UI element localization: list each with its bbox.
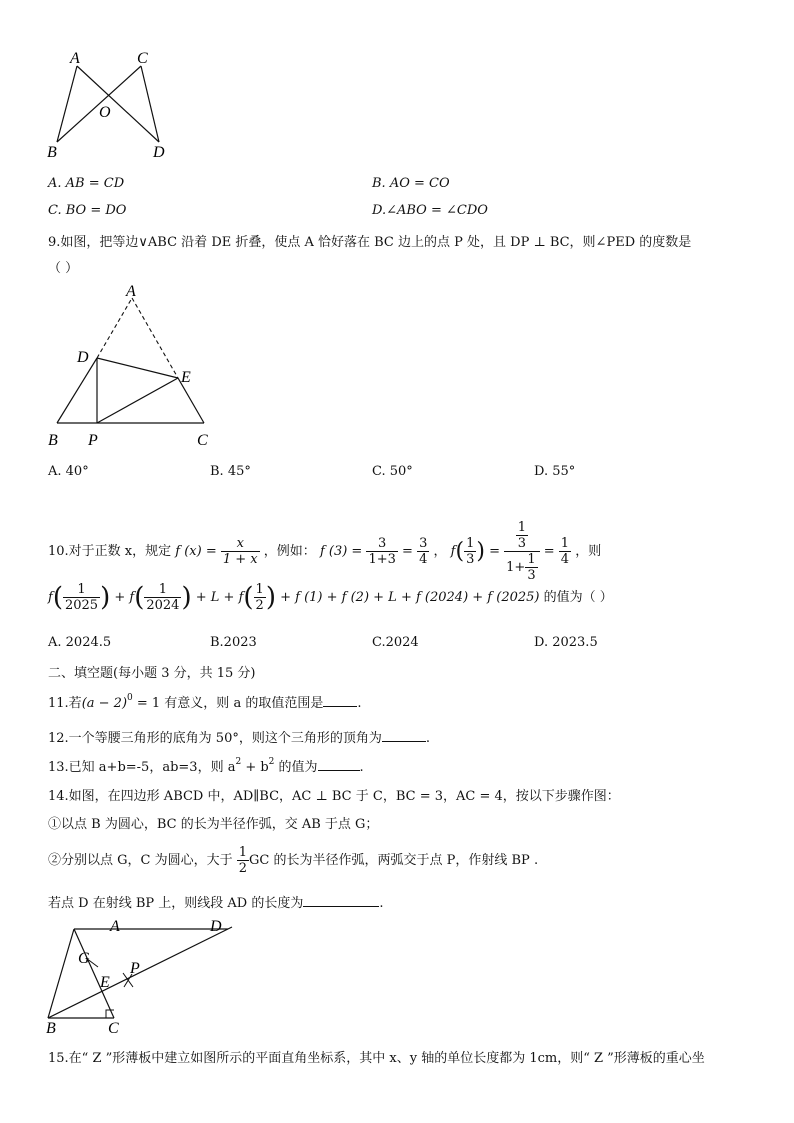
q9-option-c[interactable]: C. 50° bbox=[372, 464, 413, 479]
q9-figure bbox=[40, 280, 230, 455]
q14-label-c: C bbox=[108, 1020, 119, 1037]
q10-expression: f( $\frac{1}{2025}$ ) + f( $\frac{1}{2024}$ ) + L + f( $\frac{1}{2}$ ) + f (1) + f (2) + L + f (2024) + f (2025) 的值为（ ） bbox=[48, 582, 613, 613]
q8-label-d: D bbox=[153, 144, 165, 161]
section-2-heading: 二、填空题(每小题 3 分，共 15 分) bbox=[48, 666, 256, 681]
q10-option-a[interactable]: A. 2024.5 bbox=[48, 635, 112, 650]
q12-answer-blank[interactable] bbox=[382, 728, 426, 742]
q10-option-c[interactable]: C.2024 bbox=[372, 635, 419, 650]
q10-option-b[interactable]: B.2023 bbox=[210, 635, 257, 650]
q14-label-e: E bbox=[100, 974, 110, 991]
q14-label-b: B bbox=[46, 1020, 56, 1037]
q14-answer-blank[interactable] bbox=[303, 893, 379, 907]
q14-step1: ①以点 B 为圆心，BC 的长为半径作弧，交 AB 于点 G； bbox=[48, 817, 379, 832]
q14-label-a: A bbox=[110, 918, 120, 935]
q8-option-b[interactable]: B. AO = CO bbox=[372, 176, 450, 191]
q9-label-b: B bbox=[48, 432, 58, 449]
q10-ex2-arg: $\frac{1}{3}$ bbox=[466, 536, 475, 567]
q9-option-a[interactable]: A. 40° bbox=[48, 464, 89, 479]
q8-option-d[interactable]: D.∠ABO = ∠CDO bbox=[372, 203, 488, 218]
q8-label-a: A bbox=[70, 50, 80, 67]
q9-label-a: A bbox=[126, 283, 136, 300]
q14-ask: 若点 D 在射线 BP 上，则线段 AD 的长度为 . bbox=[48, 892, 383, 911]
q8-option-a[interactable]: A. AB = CD bbox=[48, 176, 125, 191]
q10-ex2-complex-fraction: $\frac{1}{3}$ 1+ $\frac{1}{3}$ bbox=[504, 520, 539, 583]
q9-label-e: E bbox=[181, 369, 191, 386]
q10-ex1-result: $\frac{3}{4}$ bbox=[419, 536, 428, 567]
q10-def-fraction: $\frac{x}{1 + x}$ bbox=[222, 536, 258, 567]
q9-stem: 9.如图，把等边∨ABC 沿着 DE 折叠，使点 A 恰好落在 BC 边上的点 P 处，且 DP ⊥ BC，则∠PED 的度数是 bbox=[48, 235, 692, 250]
q14-figure bbox=[40, 915, 240, 1040]
q9-label-c: C bbox=[197, 432, 208, 449]
q10-stem-line1: 10.对于正数 x，规定 f (x) = $\frac{x}{1 + x}$ ，例如： f (3) = $\frac{3}{1+3}$ = $\frac{3}{4}$ ， f( $\frac{1}{3}$ ) = $\frac{1}{3}$ 1+ $\frac{1}{3}$ = $\frac{1}{4}$ ，则 bbox=[48, 520, 602, 583]
q12: 12.一个等腰三角形的底角为 50°，则这个三角形的顶角为 . bbox=[48, 727, 430, 746]
q9-paren: （ ） bbox=[48, 261, 79, 276]
q14-label-d: D bbox=[210, 918, 222, 935]
q8-label-o: O bbox=[99, 104, 111, 121]
q10-option-d[interactable]: D. 2023.5 bbox=[534, 635, 598, 650]
q9-label-d: D bbox=[77, 349, 89, 366]
q8-option-c[interactable]: C. BO = DO bbox=[48, 203, 127, 218]
q8-label-b: B bbox=[47, 144, 57, 161]
q14-step2: ②分别以点 G，C 为圆心，大于 $\frac{1}{2}$ GC 的长为半径作弧，两弧交于点 P，作射线 BP . bbox=[48, 845, 539, 876]
q11-answer-blank[interactable] bbox=[323, 693, 357, 707]
q9-option-d[interactable]: D. 55° bbox=[534, 464, 576, 479]
q14-label-g: G bbox=[78, 950, 90, 967]
q13-answer-blank[interactable] bbox=[318, 757, 360, 771]
q10-ex1-fraction: $\frac{3}{1+3}$ bbox=[368, 536, 396, 567]
q11: 11.若$(a - 2)^0 = 1$ 有意义，则 a 的取值范围是 . bbox=[48, 693, 362, 711]
q15-stem: 15.在“ Z ”形薄板中建立如图所示的平面直角坐标系，其中 x、y 轴的单位长度都为 1cm，则“ Z ”形薄板的重心坐 bbox=[48, 1051, 705, 1066]
q14-label-p: P bbox=[130, 960, 140, 977]
q9-option-b[interactable]: B. 45° bbox=[210, 464, 251, 479]
q14-stem: 14.如图，在四边形 ABCD 中，AD∥BC，AC ⊥ BC 于 C，BC = 3，AC = 4，按以下步骤作图： bbox=[48, 789, 620, 804]
q8-label-c: C bbox=[137, 50, 148, 67]
q10-ex2-result: $\frac{1}{4}$ bbox=[560, 536, 570, 567]
q8-figure bbox=[40, 45, 180, 170]
q9-label-p: P bbox=[88, 432, 98, 449]
q13: 13.已知 a+b=-5，ab=3，则 $a^2 + b^2$ 的值为 . bbox=[48, 757, 364, 775]
